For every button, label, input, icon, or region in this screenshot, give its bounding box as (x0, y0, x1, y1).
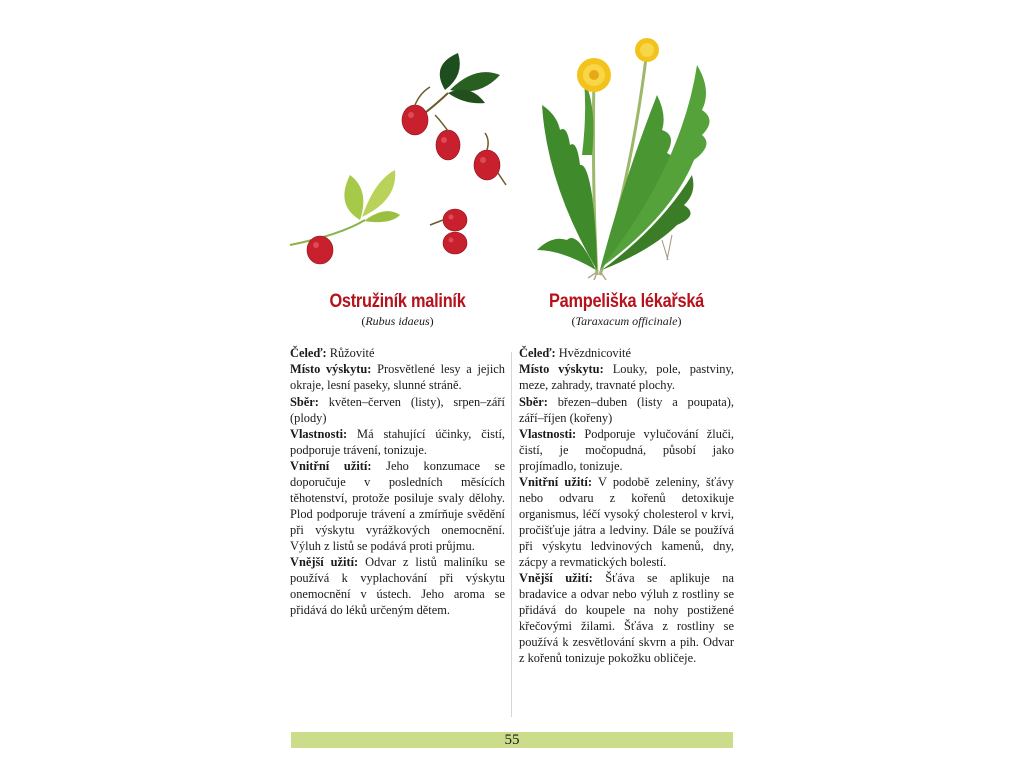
entry-external-use: Vnější užití: Odvar z listů maliníku se používá k vyplachování při výskytu onemocnění v ústech. Jeho aroma se přidává do léků určeným dětem. (290, 555, 505, 617)
entry-harvest: Sběr: březen–duben (listy a poupata), září–říjen (kořeny) (519, 394, 734, 425)
entry-internal-use: Vnitřní užití: Jeho konzumace se doporučuje v posledních měsících těhotenství, protože posiluje svaly dělohy. Plod podporuje trávení a zmírňuje svědění při výskytu vyrážkových onemocnění. Výluh z listů se podává proti průjmu. (290, 459, 505, 553)
raspberry-column (290, 290, 505, 619)
plant-title: Ostružiník maliník (329, 291, 466, 312)
entry-harvest: Sběr: květen–červen (listy), srpen–září (plody) (290, 394, 505, 425)
entry-external-use: Vnější užití: Šťáva se aplikuje na bradavice a odvar nebo výluh z rostliny se přidává do koupele na nohy postižené křečovými žilami. Šťáva z rostliny se používá k zesvětlování skvrn a pih. Odvar z kořenů tonizuje pokožku obličeje. (519, 571, 734, 665)
page-number: 55 (504, 732, 520, 748)
entry-internal-use: Vnitřní užití: V podobě zeleniny, šťávy nebo odvaru z kořenů detoxikuje organismus, léčí vysoký cholesterol v krvi, pročišťuje játra a ledviny. Dále se používá při výskytu ledvinových kamenů, dny, zácpy a revmatických bolestí. (519, 475, 735, 569)
dandelion-illustration (522, 35, 732, 280)
dandelion-column (519, 290, 734, 667)
entry-properties: Vlastnosti: Má stahující účinky, čistí, podporuje trávení, tonizuje. (290, 427, 505, 457)
dandelion-flower (577, 58, 611, 92)
plant-title: Pampeliška lékařská (549, 291, 704, 312)
latin-name: (Rubus idaeus) (361, 314, 434, 328)
column-divider (511, 352, 512, 717)
entry-family: Čeleď: Hvězdnicovité (519, 346, 631, 360)
latin-name: (Taraxacum officinale) (571, 314, 682, 328)
entry-family: Čeleď: Růžovité (290, 346, 375, 360)
entry-properties: Vlastnosti: Podporuje vylučování žluči, čistí, je močopudná, působí jako projímadlo, tonizuje. (519, 427, 734, 473)
entry-habitat: Místo výskytu: Louky, pole, pastviny, meze, zahrady, travnaté plochy. (519, 362, 734, 393)
entry-habitat: Místo výskytu: Prosvětlené lesy a jejich okraje, lesní paseky, slunné stráně. (290, 362, 505, 393)
raspberry-illustration (280, 45, 510, 275)
